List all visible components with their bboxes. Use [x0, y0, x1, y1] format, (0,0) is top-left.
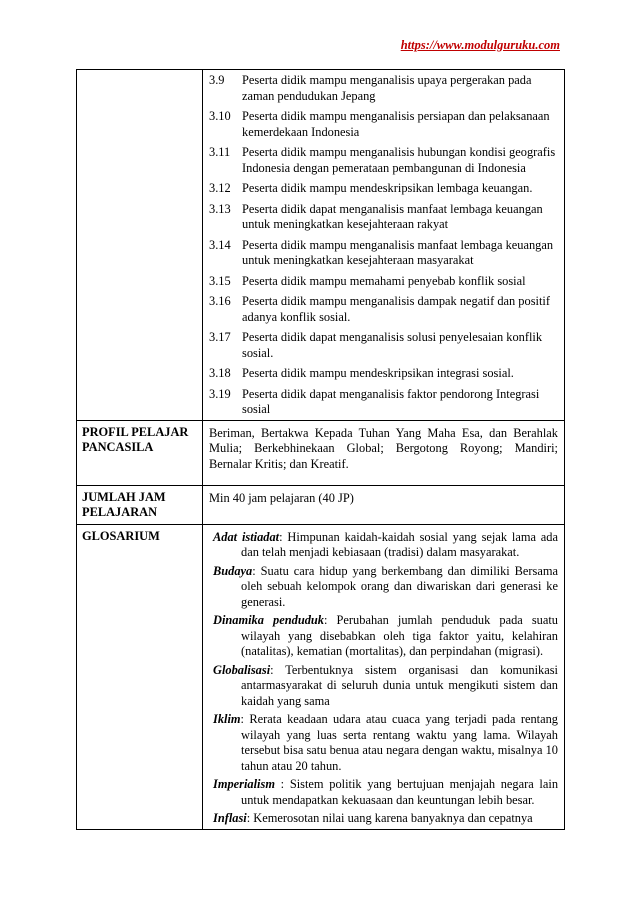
- objective-text: Peserta didik dapat menganalisis faktor pendorong Integrasi sosial: [242, 386, 540, 416]
- glossary-term: Budaya: [213, 563, 253, 578]
- profil-row: [77, 420, 565, 485]
- jumlah-row: [77, 485, 565, 524]
- objective-number: 3.13: [209, 201, 231, 216]
- glossary-definition: Terbentuknya sistem organisasi dan komunikasi antarmasyarakat di seluruh dunia untuk mengikuti sistem dan kaidah yang sama: [241, 662, 558, 708]
- glossary-definition: Perubahan jumlah penduduk pada suatu wilayah yang disebabkan oleh tiga faktor yaitu, kelahiran (natalitas), kematian (mortalitas), dan perpindahan (migrasi).: [241, 613, 559, 658]
- document-table: [76, 69, 565, 830]
- glossary-entry: [209, 613, 558, 660]
- objective-number: 3.16: [209, 294, 231, 308]
- profil-text: Beriman, Bertakwa Kepada Tuhan Yang Maha Esa, dan Berahlak Mulia; Berkebhinekaan Global; Bergotong Royong; Mandiri; Bernalar Kritis; dan Kreatif.: [209, 425, 558, 471]
- glossary-separator: :: [252, 563, 261, 578]
- objective-text: Peserta didik mampu menganalisis hubungan kondisi geografis Indonesia dengan pemerataan pembangunan di Indonesia: [242, 145, 556, 175]
- glosarium-label: GLOSARIUM: [77, 524, 203, 829]
- glossary-separator: :: [324, 613, 337, 627]
- objective-text: Peserta didik dapat menganalisis solusi penyelesaian konflik sosial.: [242, 330, 543, 360]
- objective-number: 3.17: [209, 330, 231, 344]
- objective-item: [209, 274, 558, 290]
- glossary-separator: :: [279, 529, 288, 544]
- objective-number: 3.14: [209, 237, 231, 252]
- objective-text: Peserta didik mampu mendeskripsikan integrasi sosial.: [242, 366, 514, 380]
- glossary-entry: [209, 663, 558, 710]
- jumlah-content-cell: [203, 485, 565, 524]
- objective-item: [209, 181, 558, 197]
- profil-label: PROFIL PELAJAR PANCASILA: [77, 420, 203, 485]
- objectives-row: [77, 70, 565, 421]
- objective-text: Peserta didik mampu menganalisis dampak negatif dan positif adanya konflik sosial.: [242, 294, 550, 324]
- glossary-term: Adat istiadat: [213, 529, 280, 544]
- glossary-term: Dinamika penduduk: [213, 613, 324, 627]
- glossary-definition: Suatu cara hidup yang berkembang dan dimiliki Bersama oleh sebuah kelompok orang dan diwariskan dari generasi ke generasi.: [241, 563, 558, 609]
- objective-item: [209, 366, 558, 382]
- jumlah-text: Min 40 jam pelajaran (40 JP): [209, 490, 354, 505]
- glosarium-content-cell: [203, 524, 565, 829]
- glossary-term: Iklim: [213, 712, 241, 726]
- glossary-separator: :: [274, 777, 290, 791]
- objective-item: [209, 387, 558, 418]
- glossary-separator: :: [240, 712, 250, 726]
- glossary-separator: :: [270, 662, 286, 677]
- glossary-definition: Sistem politik yang bertujuan menjajah negara lain untuk mendapatkan kekuasaan dan keuntungan lebih besar.: [241, 777, 559, 807]
- objective-text: Peserta didik mampu memahami penyebab konflik sosial: [242, 273, 526, 288]
- objective-text: Peserta didik mampu menganalisis persiapan dan pelaksanaan kemerdekaan Indonesia: [242, 109, 550, 139]
- glossary-entry: [209, 712, 558, 774]
- glossary-term: Inflasi: [213, 811, 247, 825]
- objective-item: [209, 202, 558, 233]
- objective-number: 3.11: [209, 145, 231, 159]
- objective-number: 3.12: [209, 181, 231, 195]
- objectives-label-cell: [77, 70, 203, 421]
- jumlah-label: JUMLAH JAM PELAJARAN: [77, 485, 203, 524]
- glosarium-row: [77, 524, 565, 829]
- glossary-entry: [209, 777, 558, 808]
- objective-number: 3.10: [209, 109, 231, 123]
- glossary-definition: Rerata keadaan udara atau cuaca yang terjadi pada rentang wilayah yang luas serta rentang waktu yang lama. Wilayah tersebut bisa satu benua atau negara dengan waktu, misalnya 10 tahun atau 20 tahun.: [241, 712, 558, 773]
- objective-item: [209, 145, 558, 176]
- glossary-term: Globalisasi: [213, 662, 271, 677]
- objective-text: Peserta didik mampu menganalisis upaya pergerakan pada zaman pendudukan Jepang: [242, 73, 532, 103]
- glossary-entry: [209, 564, 558, 611]
- objective-item: [209, 238, 558, 269]
- objective-number: 3.9: [209, 73, 225, 87]
- objective-text: Peserta didik mampu menganalisis manfaat lembaga keuangan untuk meningkatkan kesejahteraan masyarakat: [242, 237, 554, 267]
- glossary-entry: [209, 530, 558, 561]
- profil-content-cell: [203, 420, 565, 485]
- objective-item: [209, 109, 558, 140]
- glossary-definition: Himpunan kaidah-kaidah sosial yang sejak lama ada dan telah menjadi kebiasaan (tradisi) dalam masyarakat.: [241, 529, 559, 559]
- objective-number: 3.15: [209, 273, 231, 288]
- objectives-content-cell: [203, 70, 565, 421]
- objective-number: 3.18: [209, 366, 231, 380]
- objective-item: [209, 73, 558, 104]
- glossary-definition: Kemerosotan nilai uang karena banyaknya dan cepatnya: [253, 811, 533, 825]
- objective-text: Peserta didik dapat menganalisis manfaat lembaga keuangan untuk meningkatkan kesejahteraan rakyat: [242, 201, 543, 231]
- objective-number: 3.19: [209, 386, 231, 401]
- glossary-term: Imperialism: [213, 777, 275, 791]
- objective-item: [209, 330, 558, 361]
- header-website-link[interactable]: https://www.modulguruku.com: [400, 38, 560, 52]
- glossary-separator: :: [246, 811, 254, 825]
- glossary-entry: [209, 811, 558, 827]
- objective-item: [209, 294, 558, 325]
- objective-text: Peserta didik mampu mendeskripsikan lembaga keuangan.: [242, 181, 533, 195]
